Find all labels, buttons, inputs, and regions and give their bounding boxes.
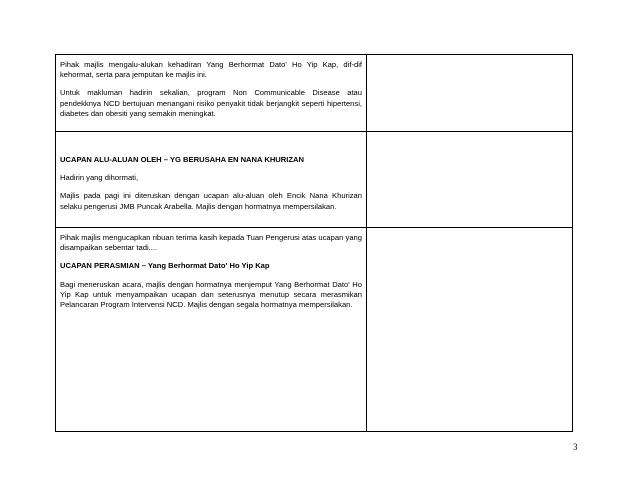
script-table: [55, 54, 573, 432]
row-3-paragraph-1: Pihak majlis mengucapkan ribuan terima kasih kepada Tuan Pengerusi atas ucapan yang disampaikan sebentar tadi....: [60, 233, 362, 253]
row-3-heading: UCAPAN PERASMIAN – Yang Berhormat Dato' Ho Yip Kap: [60, 261, 270, 271]
row-1-paragraph-1: Pihak majlis mengalu-alukan kehadiran Yang Berhormat Dato' Ho Yip Kap, dif-dif kehormat, serta para jemputan ke majlis ini.: [60, 60, 362, 80]
row-1-paragraph-2: Untuk makluman hadirin sekalian, program Non Communicable Disease atau pendekknya NCD bertujuan menangani risiko penyakit tidak berjangkit seperti hipertensi, diabetes dan obesiti yang semakin meningkat.: [60, 88, 362, 118]
row-2-paragraph-1: Hadirin yang dihormati,: [60, 173, 139, 183]
page-number: 3: [573, 442, 578, 452]
row-2-left-cell: [56, 132, 367, 228]
row-1-left-cell: [56, 55, 367, 132]
row-2-paragraph-2: Majlis pada pagi ini diteruskan dengan ucapan alu-aluan oleh Encik Nana Khurizan selaku pengerusi JMB Puncak Arabella. Majlis dengan hormatnya mempersilakan.: [60, 191, 362, 211]
row-2-right-cell: [367, 132, 572, 228]
row-3-left-cell: [56, 228, 367, 431]
row-3-paragraph-2: Bagi meneruskan acara, majlis dengan hormatnya menjemput Yang Berhormat Dato' Ho Yip Kap untuk menyampaikan ucapan dan seterusnya menutup secara merasmikan Pelancaran Program Intervensi NCD. Majlis dengan segala hormatnya mempersilakan.: [60, 279, 362, 310]
row-2-heading: UCAPAN ALU-ALUAN OLEH – YG BERUSAHA EN NANA KHURIZAN: [60, 155, 304, 164]
row-1-right-cell: [367, 55, 572, 132]
row-3-right-cell: [367, 228, 572, 431]
